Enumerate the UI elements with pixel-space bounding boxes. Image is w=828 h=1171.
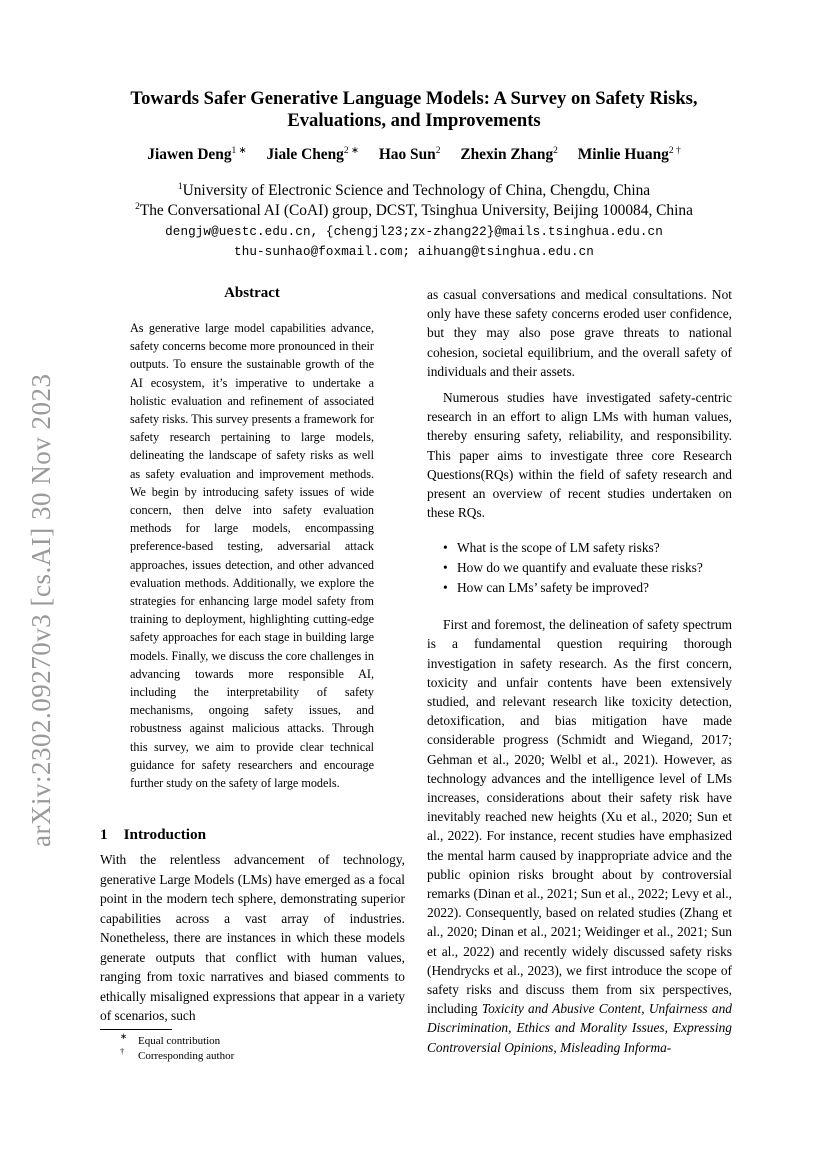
- author: [266, 146, 358, 163]
- list-item: [443, 538, 732, 558]
- author-mark: 2 †: [668, 146, 681, 156]
- affiliation-text: University of Electronic Science and Technology of China, Chengdu, China: [182, 182, 651, 200]
- affiliation-2: [60, 202, 768, 220]
- title-line-2: Evaluations, and Improvements: [287, 110, 541, 131]
- author: [460, 146, 558, 163]
- author-list: [90, 145, 738, 164]
- intro-paragraph-left: With the relentless advancement of technology, generative Large Models (LMs) have emerged as a focal point in the modern tech sphere, demonstrating superior capabilities across a vast array of industries. Nonetheless, there are instances in which these models generate outputs that conflict with human values, ranging from toxic narratives and biased comments to ethically misaligned expressions that appear in a variety of scenarios, such: [100, 852, 405, 1023]
- author-mark: 2: [553, 146, 558, 156]
- footnote-mark: ∗: [120, 1031, 128, 1041]
- research-question: How can LMs’ safety be improved?: [457, 579, 649, 595]
- section-title: Introduction: [123, 826, 207, 843]
- abstract-heading: Abstract: [224, 285, 280, 301]
- right-column: [427, 285, 732, 1057]
- author-mark: 1 ∗: [231, 146, 247, 156]
- intro-paragraph-continued: as casual conversations and medical consultations. Not only have these safety concerns eroded user confidence, but they may also pose grave threats to national cohesion, societal equilibrium, and the overall safety of individuals and their assets.: [427, 287, 732, 379]
- affiliation-text: The Conversational AI (CoAI) group, DCST, Tsinghua University, Beijing 100084, China: [139, 202, 693, 220]
- bullet-icon: •: [443, 579, 448, 595]
- paper-title: [90, 88, 738, 132]
- abstract-text: As generative large model capabilities advance, safety concerns become more pronounced in their outputs. To ensure the sustainable growth of the AI ecosystem, it’s imperative to undertake a holistic evaluation and refinement of associated safety risks. This survey presents a framework for safety research pertaining to large models, delineating the landscape of safety risks as well as safety evaluation and improvement methods. We begin by introducing safety issues of wide concern, then delve into safety evaluation methods for large models, encompassing preference-based testing, adversarial attack approaches, issues detection, and other advanced evaluation methods. Additionally, we explore the strategies for enhancing large model safety from training to deployment, highlighting cutting-edge safety approaches for each stage in building large models. Finally, we discuss the core challenges in advancing towards more responsible AI, including the interpretability of safety mechanisms, ongoing safety issues, and robustness against malicious attacks. Through this survey, we aim to provide clear technical guidance for safety researchers and encourage further study on the safety of large models.: [130, 321, 374, 791]
- risk-category: Unfairness and Discrimination: [427, 1001, 732, 1036]
- author-name: Hao Sun: [378, 146, 436, 164]
- author: [147, 146, 246, 163]
- author-name: Jiale Cheng: [266, 146, 344, 164]
- author: [379, 146, 441, 163]
- arxiv-identifier: arXiv:2302.09270v3 [cs.AI] 30 Nov 2023: [26, 373, 56, 847]
- separator: ,: [553, 1039, 561, 1055]
- footnote-text: Equal contribution: [138, 1035, 221, 1047]
- author-name: Minlie Huang: [577, 146, 669, 164]
- section-heading: [100, 826, 206, 844]
- author-mark: 2: [435, 146, 441, 156]
- footnote-text: Corresponding author: [138, 1050, 235, 1062]
- risk-category: Ethics and Morality Issues: [516, 1020, 665, 1036]
- list-item: [443, 558, 732, 578]
- risk-category: Misleading Informa-: [560, 1039, 672, 1055]
- research-question: How do we quantify and evaluate these risks?: [457, 560, 703, 576]
- bullet-icon: •: [443, 540, 448, 556]
- list-item: [443, 578, 732, 598]
- risk-category: Toxicity and Abusive Content: [481, 1001, 642, 1017]
- email-line-1[interactable]: dengjw@uestc.edu.cn, {chengjl23;zx-zhang22}@mails.tsinghua.edu.cn: [165, 225, 663, 239]
- title-line-1: Towards Safer Generative Language Models: A Survey on Safety Risks,: [130, 88, 698, 109]
- footnote-divider: [100, 1029, 172, 1030]
- author: [578, 146, 681, 163]
- author-name: Jiawen Deng: [147, 146, 232, 164]
- affiliation-1: [60, 182, 768, 200]
- affiliation-mark: 2: [135, 202, 140, 212]
- section-number: 1: [100, 826, 108, 843]
- separator: ,: [641, 1001, 649, 1017]
- email-line-2[interactable]: thu-sunhao@foxmail.com; aihuang@tsinghua.edu.cn: [234, 245, 594, 259]
- bullet-icon: •: [443, 560, 448, 576]
- author-mark: 2 ∗: [343, 146, 359, 156]
- separator: ,: [508, 1020, 517, 1036]
- risk-category: Expressing Controversial Opinions: [427, 1020, 732, 1055]
- footnote-mark: †: [120, 1046, 125, 1056]
- footnote-corresponding-author: [120, 1046, 235, 1062]
- affiliation-mark: 1: [177, 182, 183, 192]
- intro-paragraph-scope: [427, 615, 732, 1057]
- separator: ,: [664, 1020, 673, 1036]
- author-name: Zhexin Zhang: [460, 146, 554, 164]
- footnote-equal-contribution: [120, 1031, 221, 1047]
- intro-paragraph-rq: Numerous studies have investigated safety-centric research in an effort to align LMs with human values, thereby ensuring safety, reliability, and responsibility. This paper aims to investigate three core Research Questions(RQs) within the field of safety research and present an overview of recent studies undertaken on these RQs.: [427, 390, 732, 521]
- scope-text: First and foremost, the delineation of safety spectrum is a fundamental question requiring thorough investigation in safety research. As the first concern, toxicity and unfair contents have been extensively studied, and relevant research like toxicity detection, detoxification, and bias mitigation have made considerable progress (Schmidt and Wiegand, 2017; Gehman et al., 2020; Welbl et al., 2021). However, as technology advances and the intelligence level of LMs increases, considerations about their safety risk have inevitably reached new heights (Xu et al., 2020; Sun et al., 2022). For instance, recent studies have emphasized the mental harm caused by inappropriate advice and the public opinion risks brought about by controversial remarks (Dinan et al., 2021; Sun et al., 2022; Levy et al., 2022). Consequently, based on related studies (Zhang et al., 2020; Dinan et al., 2021; Weidinger et al., 2021; Sun et al., 2022) and recently widely discussed safety risks (Hendrycks et al., 2023), we first introduce the scope of safety risks and discuss them from six perspectives, including: [427, 617, 732, 1017]
- research-question-list: [427, 538, 732, 597]
- research-question: What is the scope of LM safety risks?: [457, 540, 660, 556]
